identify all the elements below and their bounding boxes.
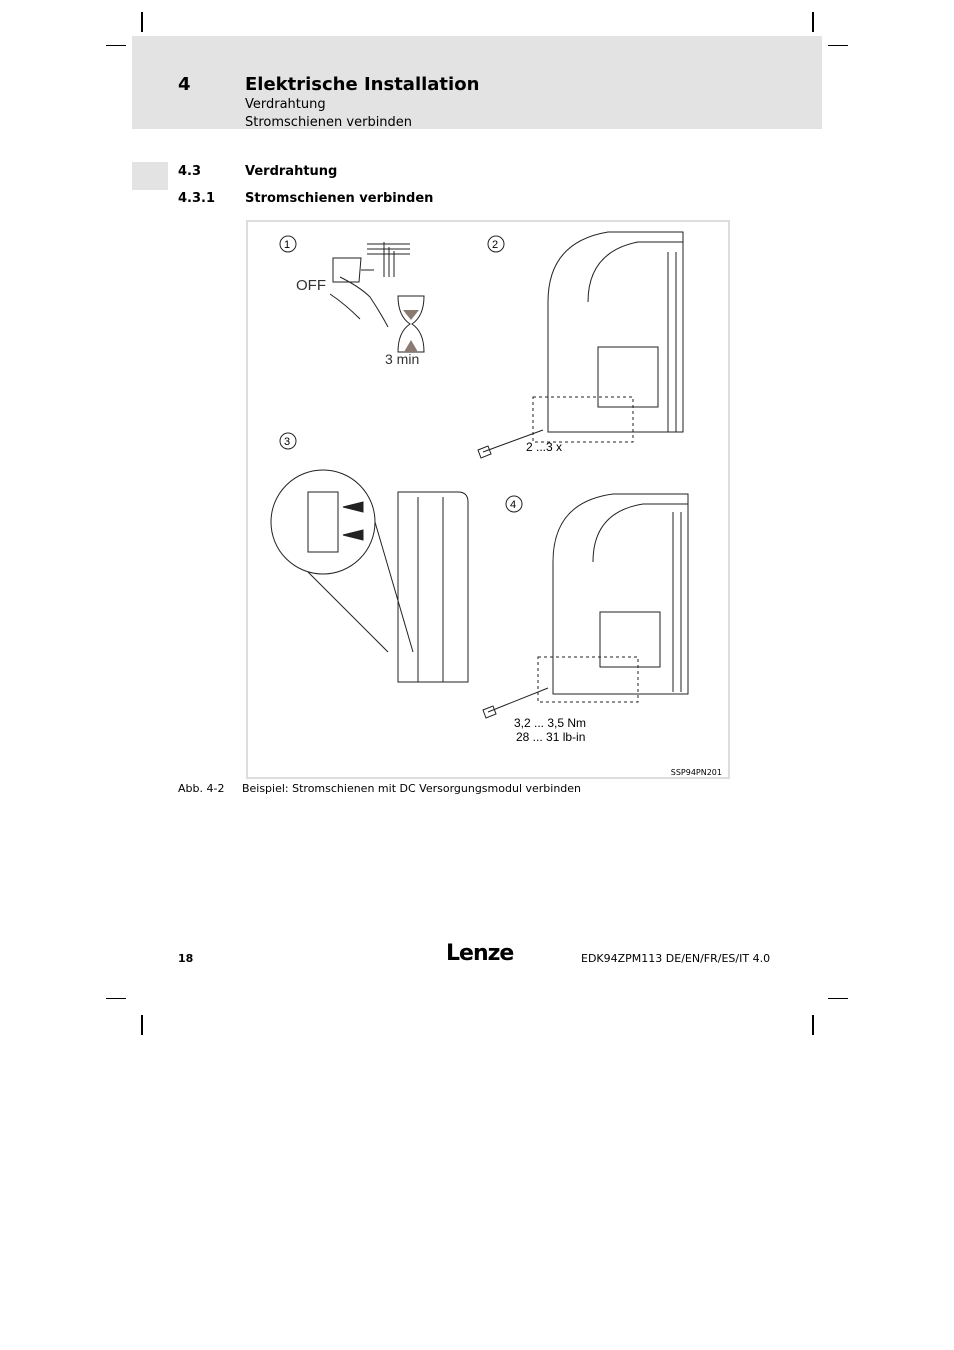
section-number: 4.3 bbox=[178, 164, 202, 179]
subsection-number: 4.3.1 bbox=[178, 191, 216, 206]
step-number: 3 bbox=[284, 436, 291, 448]
caption-number: Abb. 4-2 bbox=[178, 782, 225, 795]
crop-mark bbox=[141, 1015, 143, 1035]
off-label: OFF bbox=[296, 277, 326, 294]
busbar-detail-illustration bbox=[271, 470, 468, 682]
figure-frame bbox=[246, 220, 730, 779]
torque-lbin-label: 28 ... 31 lb-in bbox=[516, 730, 586, 744]
section-title: Verdrahtung bbox=[245, 164, 338, 179]
wait-time-label: 3 min bbox=[385, 351, 420, 367]
crop-mark bbox=[828, 998, 848, 999]
hourglass-icon bbox=[398, 296, 424, 352]
turns-label: 2 ...3 x bbox=[526, 440, 563, 454]
header-subtitle: Verdrahtung bbox=[245, 97, 326, 112]
crop-mark bbox=[812, 1015, 814, 1035]
torque-nm-label: 3,2 ... 3,5 Nm bbox=[514, 716, 587, 730]
crop-mark bbox=[141, 12, 143, 32]
module-illustration-step2 bbox=[478, 232, 683, 458]
header-subtitle: Stromschienen verbinden bbox=[245, 115, 413, 130]
crop-mark bbox=[828, 45, 848, 46]
document-id: EDK94ZPM113 DE/EN/FR/ES/IT 4.0 bbox=[581, 952, 771, 965]
page-number: 18 bbox=[178, 952, 194, 965]
installation-illustration bbox=[248, 222, 728, 777]
step-number: 2 bbox=[492, 239, 499, 251]
chapter-number: 4 bbox=[178, 74, 191, 95]
caption-text: Beispiel: Stromschienen mit DC Versorgungsmodul verbinden bbox=[241, 782, 582, 795]
chapter-title: Elektrische Installation bbox=[245, 74, 480, 95]
section-marker bbox=[132, 162, 168, 190]
module-illustration-step4 bbox=[483, 494, 688, 718]
switch-icon bbox=[333, 242, 410, 282]
figure-id: SSP94PN201 bbox=[670, 768, 722, 777]
subsection-title: Stromschienen verbinden bbox=[245, 191, 434, 206]
step-number: 4 bbox=[510, 499, 517, 511]
crop-mark bbox=[812, 12, 814, 32]
lenze-logo: Lenze bbox=[446, 941, 514, 966]
figure-caption bbox=[178, 782, 581, 795]
crop-mark bbox=[106, 998, 126, 999]
step-number: 1 bbox=[284, 239, 291, 251]
hand-icon bbox=[330, 277, 388, 327]
crop-mark bbox=[106, 45, 126, 46]
